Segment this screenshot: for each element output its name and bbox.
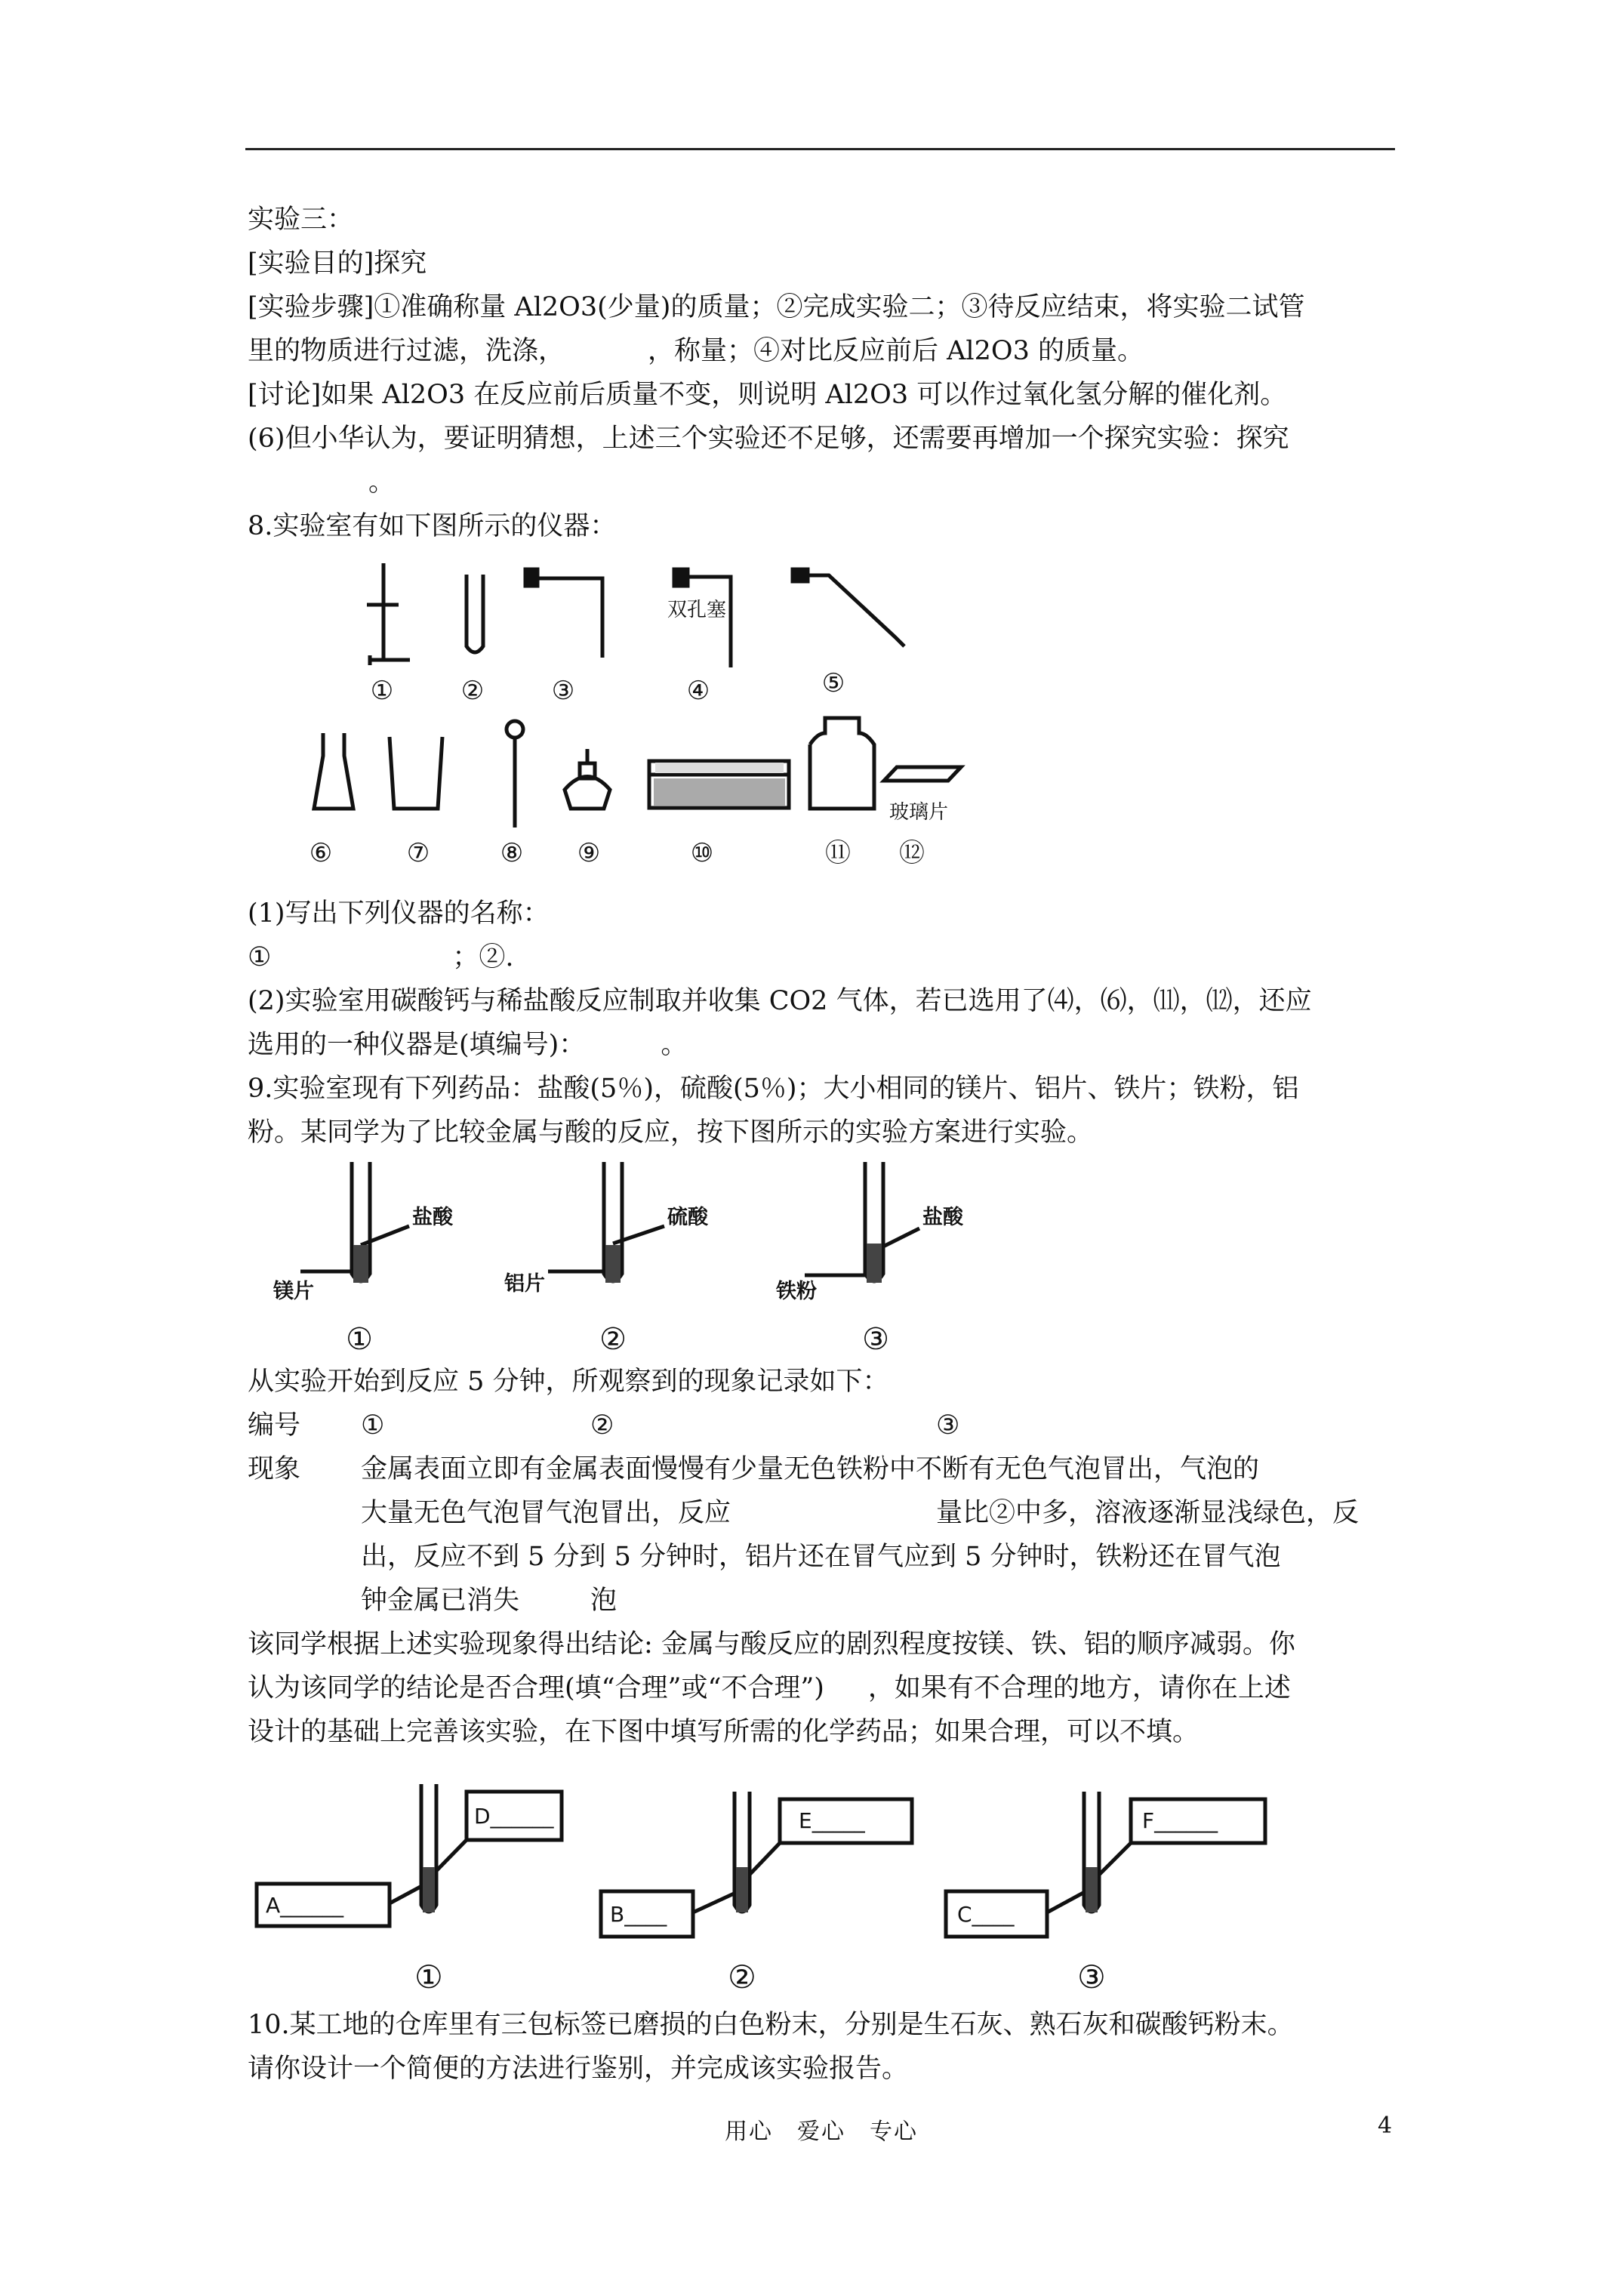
text-line: [讨论]如果 Al2O3 在反应前后质量不变，则说明 Al2O3 可以作过氧化氢分解的催化剂。 (248, 380, 1287, 410)
header-rule (245, 148, 1395, 150)
table-row-label: 现象 (248, 1454, 301, 1484)
apparatus-number: ① (370, 676, 394, 706)
apparatus-number: ⑩ (690, 838, 714, 868)
text-line: (1)写出下列仪器的名称： (248, 898, 550, 929)
text-line (248, 1023, 1395, 1067)
reagent-blank-F: F______ (1142, 1808, 1218, 1833)
reagent-blank-E: E_____ (799, 1808, 865, 1833)
tube-number: ③ (862, 1322, 889, 1357)
text-line: 10.某工地的仓库里有三包标签已磨损的白色粉末，分别是生石灰、熟石灰和碳酸钙粉末。 (248, 2010, 1294, 2040)
apparatus-number: ⑥ (309, 838, 333, 868)
apparatus-drawing (248, 548, 1395, 892)
text-line (248, 329, 1395, 373)
text-part: 选用的一种仪器是(填编号)： (248, 1030, 586, 1060)
acid-label: 盐酸 (412, 1206, 453, 1229)
observation-table-end (248, 1535, 1395, 1579)
apparatus-number: ⑫ (899, 838, 925, 868)
apparatus-number: ⑨ (577, 838, 601, 868)
table-row-text: 金属表面立即有金属表面慢慢有少量无色铁粉中不断有无色气泡冒出，气泡的 (361, 1454, 1260, 1484)
tube-number: ② (599, 1322, 627, 1357)
text-line (248, 1666, 1395, 1710)
metal-label: 镁片 (273, 1280, 314, 1303)
text-part: ，如果有不合理的地方，请你在上述 (867, 1673, 1291, 1703)
tube-number: ③ (1077, 1959, 1106, 1996)
text-part: 认为该同学的结论是否合理(填“合理”或“不合理”) (248, 1673, 824, 1703)
text-line: (2)实验室用碳酸钙与稀盐酸反应制取并收集 CO2 气体，若已选用了⑷，⑹，⑾，⑿，还应 (248, 986, 1312, 1016)
tube-number: ② (728, 1959, 756, 1996)
test-tube-drawing (248, 1154, 1395, 1360)
text-part: 。 (368, 467, 396, 498)
tube-number: ① (346, 1322, 373, 1357)
table-header-cell: ③ (936, 1410, 960, 1441)
text-line: (6)但小华认为，要证明猜想，上述三个实验还不足够，还需要再增加一个探究实验：探究 (248, 424, 1289, 454)
apparatus-number: ⑤ (821, 668, 845, 698)
glass-plate-label: 玻璃片 (889, 801, 949, 824)
apparatus-number: ④ (686, 676, 710, 706)
question-8-title: 8.实验室有如下图所示的仪器： (248, 511, 617, 541)
text-line: [实验目的]探究 (248, 248, 427, 279)
table-row-text: 大量无色气泡冒气泡冒出，反应 (361, 1498, 731, 1528)
apparatus-number: ③ (551, 676, 575, 706)
fill-in-drawing (248, 1754, 1395, 2003)
text-line: 该同学根据上述实验现象得出结论: 金属与酸反应的剧烈程度按镁、铁、铝的顺序减弱。你 (248, 1629, 1295, 1660)
table-header-cell: ① (361, 1410, 385, 1441)
apparatus-figure (248, 548, 1395, 892)
text-line: 9.实验室现有下列药品：盐酸(5％)，硫酸(5％)；大小相同的镁片、铝片、铁片；铁粉，铝 (248, 1074, 1299, 1104)
text-line: 实验三： (248, 205, 354, 235)
text-line: 从实验开始到反应 5 分钟，所观察到的现象记录如下： (248, 1367, 889, 1397)
page-content (248, 198, 1395, 2091)
text-line (248, 935, 1395, 979)
acid-label: 盐酸 (922, 1206, 963, 1229)
text-part: ，称量；④对比反应前后 Al2O3 的质量。 (648, 336, 1144, 366)
table-row-text: 钟金属已消失 (361, 1586, 520, 1616)
text-line (248, 1579, 1395, 1623)
reagent-blank-C: C____ (957, 1902, 1015, 1927)
reagent-blank-A: A______ (266, 1893, 344, 1918)
table-row-text: 量比②中多，溶液逐渐显浅绿色，反 (936, 1498, 1360, 1528)
acid-label: 硫酸 (667, 1206, 708, 1229)
test-tube-figure (248, 1154, 1395, 1360)
text-line: 请你设计一个简便的方法进行鉴别，并完成该实验报告。 (248, 2054, 909, 2084)
text-part: 里的物质进行过滤，洗涤， (248, 336, 565, 366)
reagent-blank-B: B____ (610, 1902, 667, 1927)
table-header-cell: ② (590, 1410, 614, 1441)
text-part: ；②. (452, 942, 514, 972)
table-header-label: 编号 (248, 1410, 301, 1441)
apparatus-number: ⑦ (406, 838, 430, 868)
stopper-label: 双孔塞 (667, 599, 727, 621)
footer-slogan: 用心 爱心 专心 (725, 2119, 918, 2145)
metal-label: 铁粉 (776, 1280, 817, 1303)
text-line: 粉。某同学为了比较金属与酸的反应，按下图所示的实验方案进行实验。 (248, 1117, 1094, 1148)
table-row-text: 出，反应不到 5 分到 5 分钟时，铝片还在冒气应到 5 分钟时，铁粉还在冒气泡 (361, 1542, 1281, 1572)
tube-number: ① (414, 1959, 443, 1996)
page-number: 4 (1378, 2113, 1393, 2139)
text-part: ① (248, 942, 272, 972)
apparatus-number: ⑪ (825, 838, 851, 868)
text-line (248, 461, 1395, 504)
metal-label: 铝片 (504, 1272, 545, 1296)
apparatus-number: ② (460, 676, 485, 706)
text-line: [实验步骤]①准确称量 Al2O3(少量)的质量；②完成实验二；③待反应结束，将实验二试管 (248, 292, 1305, 322)
apparatus-number: ⑧ (500, 838, 524, 868)
fill-in-figure (248, 1754, 1395, 2003)
table-row-text: 泡 (590, 1586, 617, 1616)
reagent-blank-D: D______ (474, 1804, 554, 1829)
text-line: 设计的基础上完善该实验，在下图中填写所需的化学药品；如果合理，可以不填。 (248, 1717, 1200, 1747)
text-part: 。 (661, 1030, 688, 1060)
